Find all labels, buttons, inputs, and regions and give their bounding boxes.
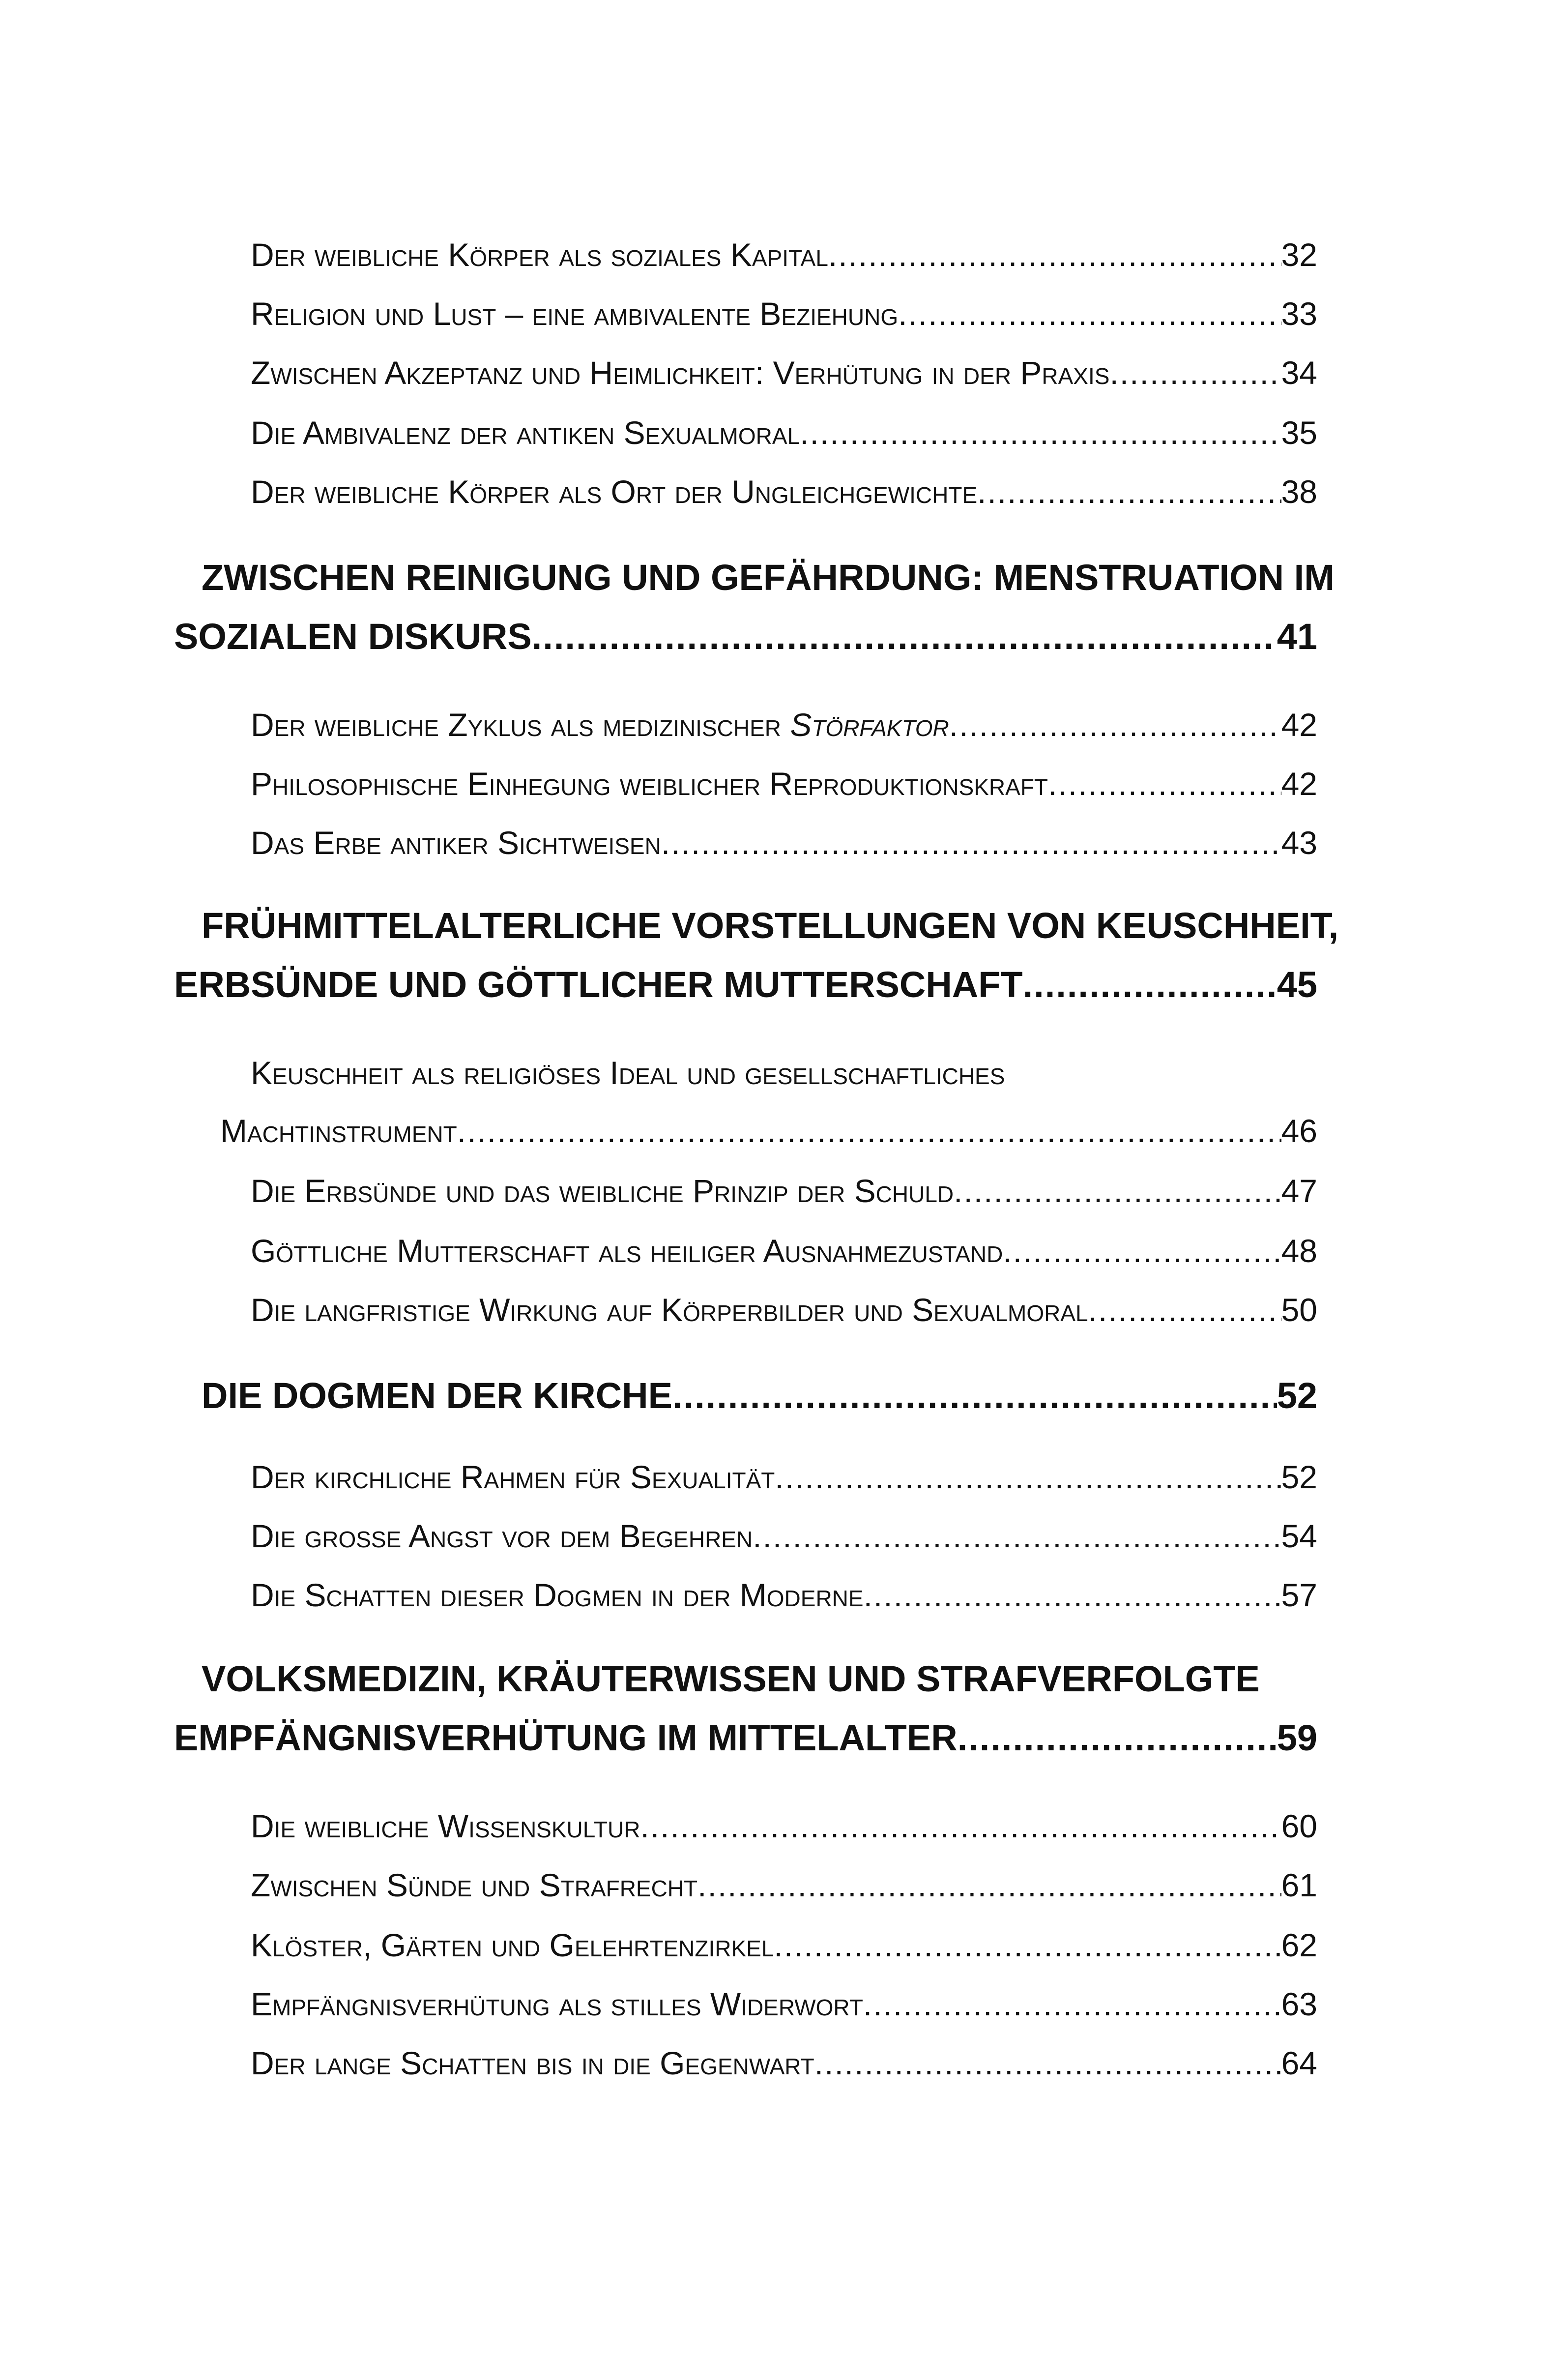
toc-entry-title: Die Schatten dieser Dogmen in der Moderne — [251, 1577, 864, 1613]
toc-entry-title: Zwischen Akzeptanz und Heimlichkeit: Verhütung in der Praxis — [251, 354, 1110, 391]
toc-entry-title-part: Der weibliche Zyklus als medizinischer — [251, 707, 790, 743]
leader-dots — [863, 1985, 1281, 2023]
chapter-title-line[interactable]: ZWISCHEN REINIGUNG UND GEFÄHRDUNG: MENSTRUATION IM — [202, 557, 1335, 598]
leader-dots — [532, 616, 1277, 657]
chapter-title: DIE DOGMEN DER KIRCHE — [202, 1375, 672, 1416]
leader-dots — [814, 2044, 1281, 2082]
leader-dots — [457, 1112, 1281, 1150]
toc-entry-title: Empfängnisverhütung als stilles Widerwort — [251, 1986, 863, 2022]
chapter-entry[interactable] — [174, 964, 1317, 1005]
toc-entry[interactable] — [251, 2044, 1317, 2082]
toc-entry-title: Der weibliche Körper als Ort der Ungleichgewichte — [251, 473, 978, 510]
leader-dots — [1088, 1291, 1281, 1328]
toc-entry[interactable] — [251, 1576, 1317, 1614]
toc-entry-page: 64 — [1281, 2045, 1317, 2081]
toc-entry-title: Philosophische Einhegung weiblicher Reproduktionskraft — [251, 766, 1048, 802]
leader-dots — [753, 1517, 1281, 1555]
toc-entry[interactable] — [251, 1866, 1317, 1904]
chapter-title: ERBSÜNDE UND GÖTTLICHER MUTTERSCHAFT — [174, 964, 1023, 1005]
toc-entry-page: 50 — [1281, 1292, 1317, 1328]
toc-entry-title-line[interactable]: Keuschheit als religiöses Ideal und gesellschaftliches — [251, 1055, 1005, 1091]
toc-entry-page: 46 — [1281, 1113, 1317, 1149]
toc-entry-title: Göttliche Mutterschaft als heiliger Ausnahmezustand — [251, 1233, 1003, 1269]
toc-entry[interactable] — [251, 1985, 1317, 2023]
toc-entry[interactable] — [251, 1926, 1317, 1964]
leader-dots — [949, 706, 1281, 743]
toc-entry-title: Machtinstrument — [220, 1113, 457, 1149]
toc-entry[interactable] — [251, 1172, 1317, 1210]
chapter-title-line[interactable]: VOLKSMEDIZIN, KRÄUTERWISSEN UND STRAFVERFOLGTE — [202, 1658, 1260, 1699]
leader-dots — [661, 824, 1281, 861]
chapter-title: EMPFÄNGNISVERHÜTUNG IM MITTELALTER — [174, 1717, 958, 1758]
leader-dots — [958, 1717, 1277, 1759]
toc-entry-page: 48 — [1281, 1233, 1317, 1269]
toc-entry-title: Der kirchliche Rahmen für Sexualität — [251, 1459, 775, 1495]
toc-entry-title: Der lange Schatten bis in die Gegenwart — [251, 2045, 814, 2081]
toc-entry-page: 54 — [1281, 1518, 1317, 1554]
toc-entry-page: 62 — [1281, 1927, 1317, 1963]
toc-entry-page: 60 — [1281, 1808, 1317, 1844]
toc-entry-page: 47 — [1281, 1173, 1317, 1209]
toc-entry-page: 34 — [1281, 354, 1317, 391]
leader-dots — [1048, 765, 1281, 802]
toc-entry-page: 52 — [1281, 1459, 1317, 1495]
toc-entry-page: 42 — [1281, 707, 1317, 743]
leader-dots — [672, 1375, 1277, 1416]
toc-entry[interactable] — [251, 824, 1317, 861]
toc-entry-title: Religion und Lust – eine ambivalente Beziehung — [251, 295, 899, 332]
toc-entry-title: Der weibliche Körper als soziales Kapital — [251, 236, 828, 273]
toc-entry[interactable] — [251, 1517, 1317, 1555]
leader-dots — [774, 1926, 1281, 1964]
leader-dots — [800, 414, 1281, 451]
toc-entry[interactable] — [220, 1112, 1317, 1150]
leader-dots — [697, 1866, 1281, 1904]
leader-dots — [1023, 964, 1277, 1005]
leader-dots — [977, 473, 1281, 510]
toc-entry-page: 35 — [1281, 414, 1317, 451]
toc-entry[interactable] — [251, 236, 1317, 273]
toc-entry-page: 43 — [1281, 825, 1317, 861]
chapter-page: 45 — [1277, 964, 1317, 1005]
toc-entry-title: Die Erbsünde und das weibliche Prinzip der Schuld — [251, 1173, 954, 1209]
toc-entry-title: Das Erbe antiker Sichtweisen — [251, 825, 661, 861]
leader-dots — [898, 295, 1281, 332]
leader-dots — [640, 1807, 1281, 1845]
toc-entry[interactable] — [251, 1291, 1317, 1328]
chapter-page: 52 — [1277, 1375, 1317, 1416]
chapter-page: 59 — [1277, 1717, 1317, 1758]
toc-entry-title-italic: Störfaktor — [790, 707, 949, 743]
toc-entry-title: Zwischen Sünde und Strafrecht — [251, 1867, 698, 1903]
toc-entry-title: Die Ambivalenz der antiken Sexualmoral — [251, 414, 800, 451]
toc-entry-title: Die weibliche Wissenskultur — [251, 1808, 640, 1844]
toc-entry-title: Die langfristige Wirkung auf Körperbilder und Sexualmoral — [251, 1292, 1088, 1328]
chapter-title-line[interactable]: FRÜHMITTELALTERLICHE VORSTELLUNGEN VON KEUSCHHEIT, — [202, 905, 1339, 946]
leader-dots — [828, 236, 1281, 273]
toc-entry[interactable] — [251, 295, 1317, 332]
toc-entry-title: Die große Angst vor dem Begehren — [251, 1518, 753, 1554]
toc-entry-page: 63 — [1281, 1986, 1317, 2022]
toc-entry[interactable] — [251, 1232, 1317, 1269]
chapter-entry[interactable] — [174, 1717, 1317, 1759]
leader-dots — [775, 1458, 1281, 1496]
leader-dots — [864, 1576, 1281, 1614]
toc-entry-page: 61 — [1281, 1867, 1317, 1903]
toc-entry[interactable] — [251, 414, 1317, 451]
leader-dots — [1003, 1232, 1281, 1269]
toc-entry-page: 38 — [1281, 473, 1317, 510]
toc-entry[interactable] — [251, 354, 1317, 391]
leader-dots — [954, 1172, 1281, 1210]
toc-entry-title: Klöster, Gärten und Gelehrtenzirkel — [251, 1927, 774, 1963]
toc-entry-page: 32 — [1281, 236, 1317, 273]
toc-entry[interactable] — [251, 706, 1317, 743]
toc-entry-title — [251, 706, 949, 743]
chapter-page: 41 — [1277, 616, 1317, 657]
toc-entry[interactable] — [251, 473, 1317, 510]
toc-entry-page: 57 — [1281, 1577, 1317, 1613]
chapter-title: SOZIALEN DISKURS — [174, 616, 532, 657]
chapter-entry[interactable] — [202, 1375, 1317, 1416]
toc-entry[interactable] — [251, 765, 1317, 802]
toc-entry[interactable] — [251, 1458, 1317, 1496]
toc-entry[interactable] — [251, 1807, 1317, 1845]
toc-entry-page: 33 — [1281, 295, 1317, 332]
chapter-entry[interactable] — [174, 616, 1317, 657]
toc-entry-page: 42 — [1281, 766, 1317, 802]
leader-dots — [1109, 354, 1281, 391]
